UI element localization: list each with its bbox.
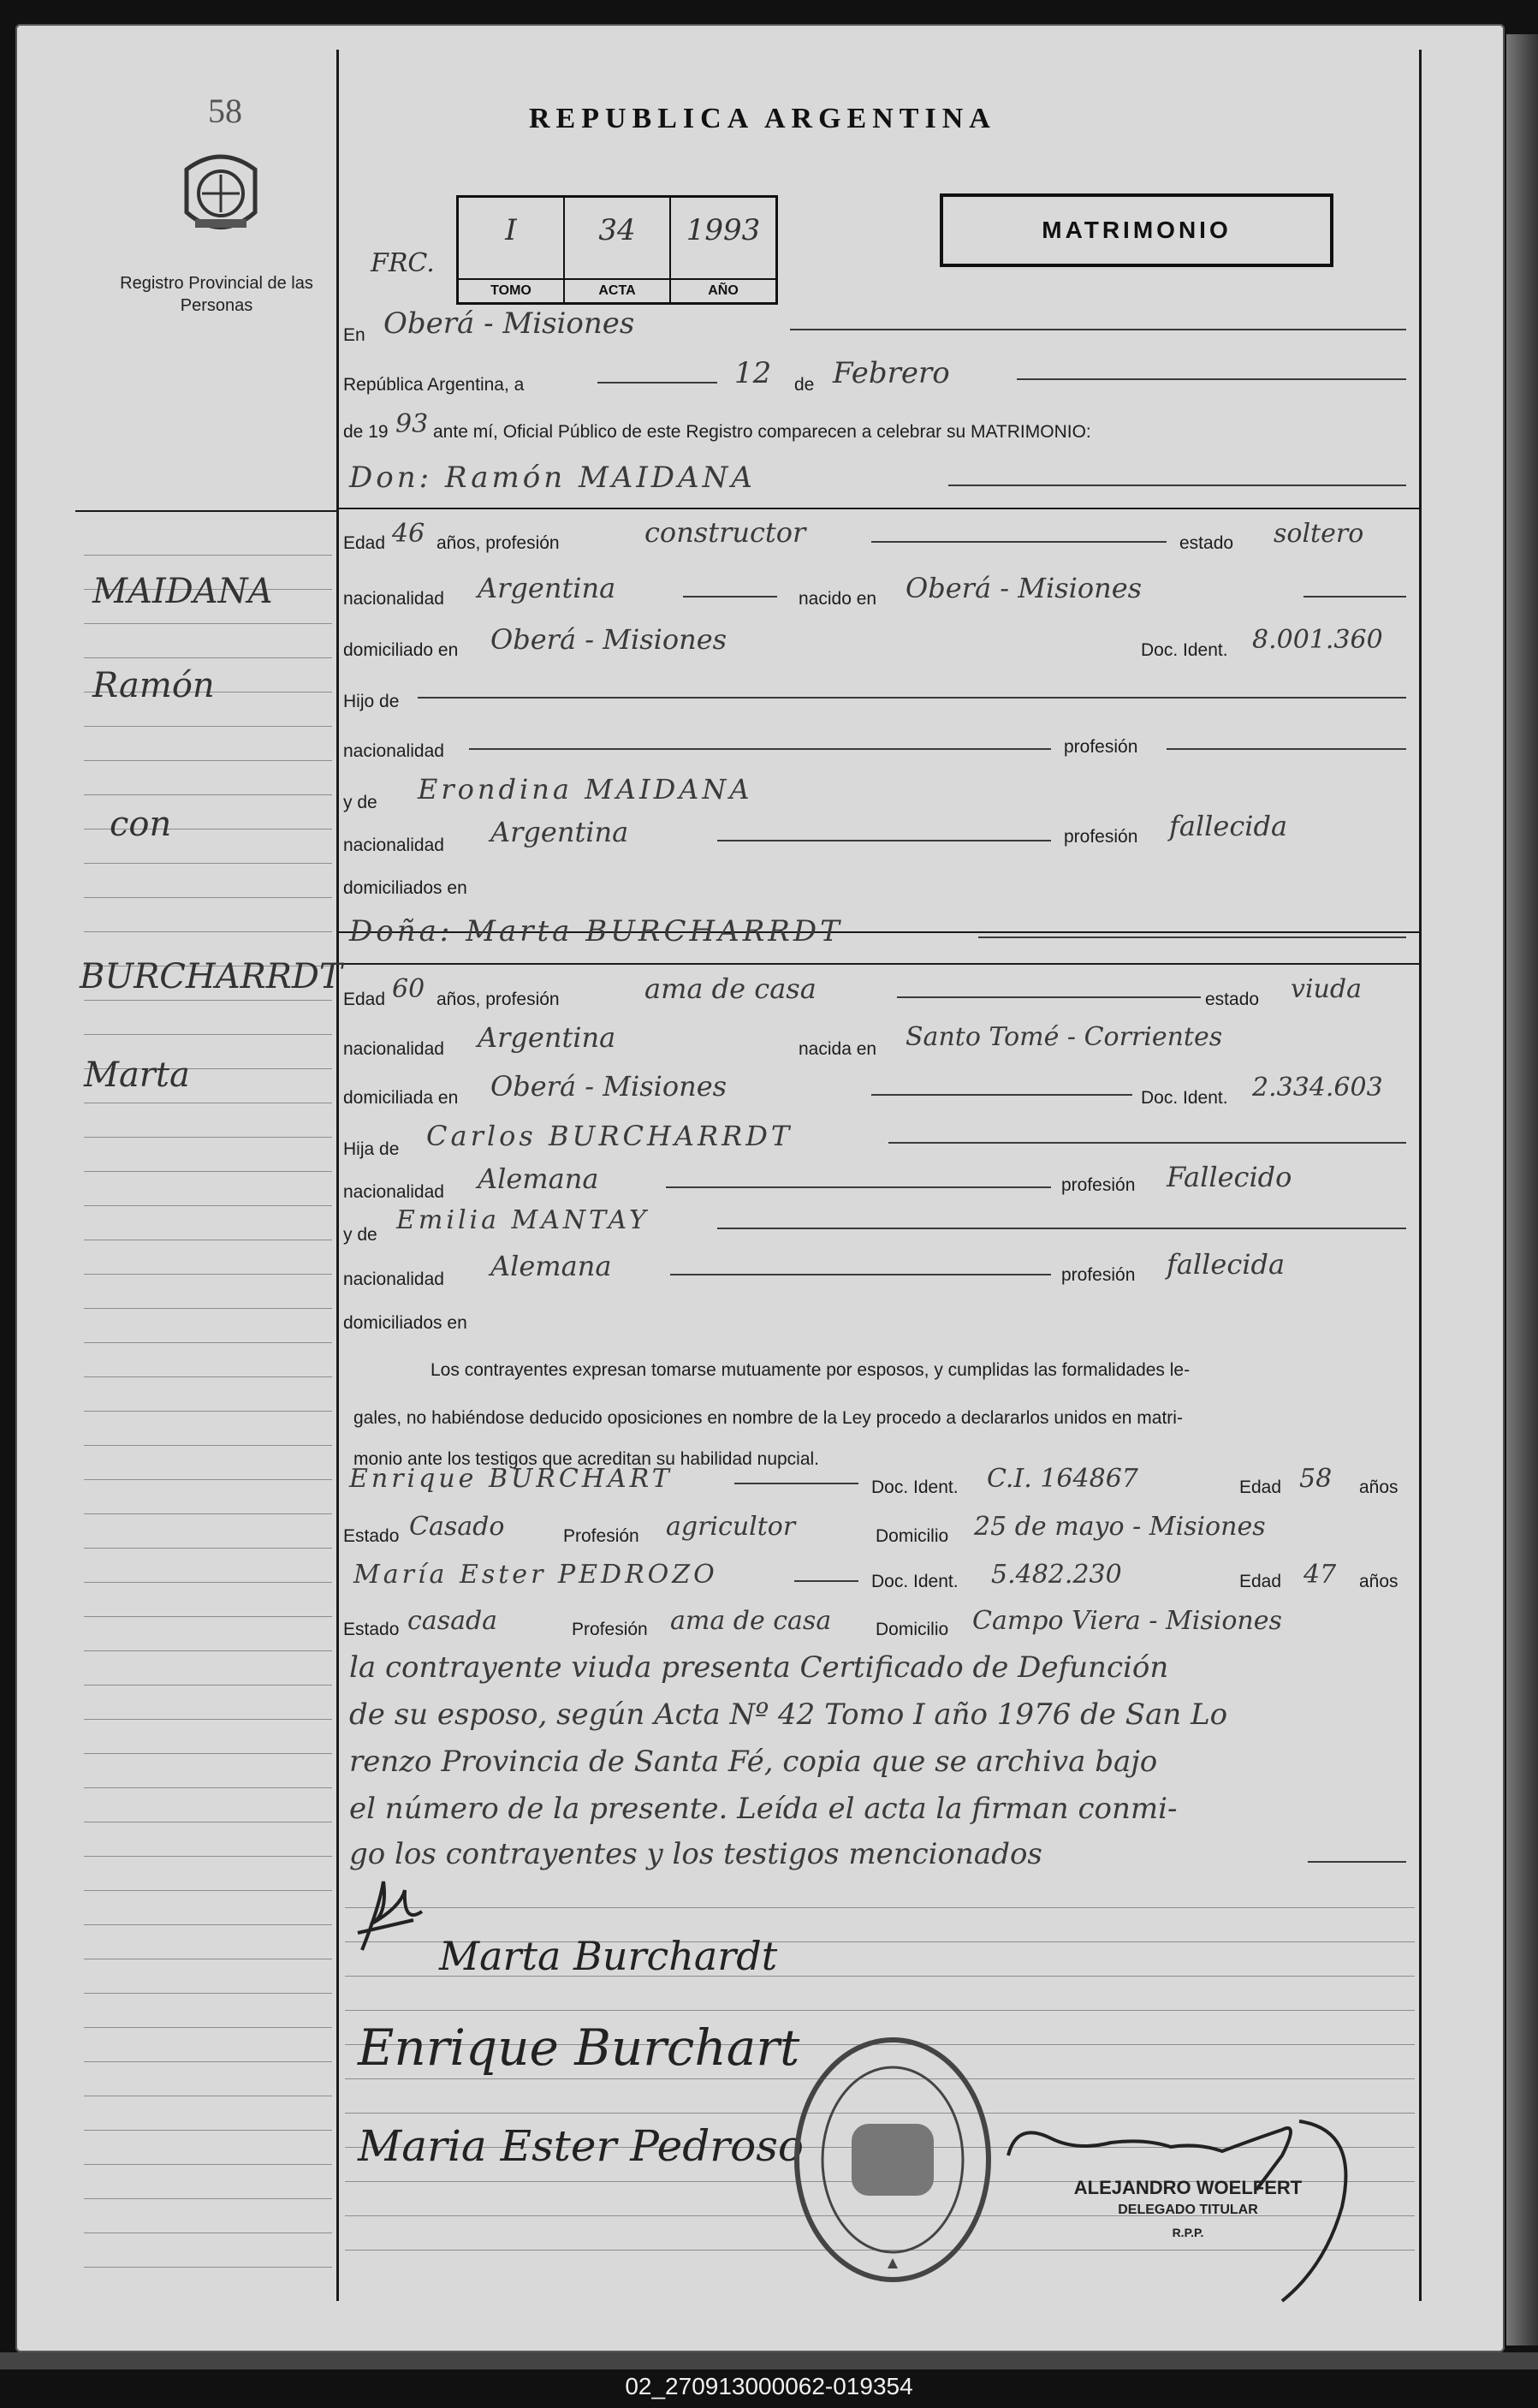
ella-anos-profesion-label: años, profesión [436, 990, 560, 1009]
el-estado-label: estado [1179, 533, 1234, 553]
registro-provincial-label: Registro Provincial de las Personas [120, 274, 313, 315]
ruled-line [84, 1479, 332, 1480]
el-madre-nac-value: Argentina [490, 816, 629, 848]
fill-dash [1303, 596, 1406, 598]
el-hijo-label: Hijo de [343, 692, 400, 711]
ruled-line [84, 897, 332, 898]
acta-value: 34 [598, 213, 636, 247]
el-estado-value: soltero [1274, 519, 1364, 549]
legal-text [353, 1347, 1423, 1483]
oficial-publico-block [1042, 2177, 1333, 2244]
ella-profesion-value: ama de casa [644, 972, 817, 1005]
el-madre-prof-label: profesión [1064, 827, 1138, 847]
fill-dash [666, 1186, 1051, 1188]
ruled-line [84, 1582, 332, 1583]
tomo-acta-ano-box [456, 195, 778, 305]
el-yde-label: y de [343, 793, 377, 812]
tomo-cell [459, 198, 565, 302]
ruled-line [84, 1411, 332, 1412]
el-madre-value: Erondina MAIDANA [418, 773, 753, 806]
en-label: En [343, 325, 365, 345]
ruled-line [84, 863, 332, 864]
el-doc-value: 8.001.360 [1252, 625, 1383, 655]
ruled-line [84, 1616, 332, 1617]
lugar-value: Oberá - Misiones [383, 306, 635, 341]
provincial-seal-icon [169, 144, 272, 247]
ruled-line [84, 726, 332, 727]
ella-madre-nac-label: nacionalidad [343, 1269, 444, 1289]
ruled-line [84, 1274, 332, 1275]
tomo-label: TOMO [459, 278, 563, 302]
firma-contrayente-ella: Marta Burchardt [439, 1933, 778, 1979]
nota-line-4: el número de la presente. Leída el acta la firman conmi- [349, 1792, 1178, 1826]
ruled-line [84, 931, 332, 932]
fill-dash [734, 1483, 858, 1484]
margin-nombre-el: Ramón [92, 666, 215, 705]
fill-dash [978, 936, 1406, 938]
ella-padre-nac-label: nacionalidad [343, 1182, 444, 1202]
ruled-line [84, 1034, 332, 1035]
matrimonio-box: MATRIMONIO [940, 193, 1333, 267]
testigo2-anos-label: años [1359, 1572, 1398, 1591]
el-doc-label: Doc. Ident. [1141, 640, 1228, 660]
legal-line-2: gales, no habiéndose deducido oposiciones en nombre de la Ley procedo a declararlos unidos en matri- [353, 1408, 1183, 1428]
testigo1-edad-label: Edad [1239, 1478, 1282, 1497]
el-profesion-value: constructor [644, 516, 806, 549]
ruled-line [84, 1000, 332, 1001]
ruled-line [84, 623, 332, 624]
ruled-line [84, 1342, 332, 1343]
margin-divider [336, 50, 339, 2301]
ruled-line [84, 1924, 332, 1925]
contrayente-el-nombre: Don: Ramón MAIDANA [349, 461, 756, 495]
testigo1-edad-value: 58 [1299, 1464, 1333, 1494]
fill-dash [717, 840, 1051, 841]
fill-dash [717, 1228, 1406, 1229]
fill-dash [683, 596, 777, 598]
ruled-line [345, 1907, 1415, 1908]
el-madre-prof-value: fallecida [1169, 810, 1288, 842]
el-padre-prof-label: profesión [1064, 737, 1138, 757]
testigo2-doc-value: 5.482.230 [991, 1560, 1122, 1590]
ella-doc-label: Doc. Ident. [1141, 1088, 1228, 1108]
ella-nacionalidad-value: Argentina [478, 1021, 616, 1054]
testigo2-domicilio-value: Campo Viera - Misiones [972, 1606, 1282, 1636]
testigo1-domicilio-value: 25 de mayo - Misiones [974, 1512, 1266, 1542]
anio-value: 93 [395, 409, 429, 439]
book-spine [1506, 34, 1538, 2346]
ano-value: 1993 [686, 213, 761, 247]
ella-hija-label: Hija de [343, 1139, 400, 1159]
ella-domiciliados-label: domiciliados en [343, 1313, 467, 1333]
ruled-line [84, 2130, 332, 2131]
official-stamp-icon [790, 2031, 995, 2288]
republica-a-label: República Argentina, a [343, 375, 525, 395]
mes-value: Febrero [833, 356, 950, 390]
testigo2-edad-label: Edad [1239, 1572, 1282, 1591]
ella-edad-value: 60 [392, 974, 425, 1004]
fill-dash [871, 1094, 1132, 1096]
margin-rule [75, 510, 338, 512]
ella-domicilio-value: Oberá - Misiones [490, 1070, 727, 1103]
ruled-line [84, 1513, 332, 1514]
testigo2-profesion-label: Profesión [572, 1620, 648, 1639]
margin-apellido-ella: BURCHARRDT [80, 957, 342, 996]
ella-estado-value: viuda [1291, 974, 1362, 1004]
de-label: de [794, 375, 815, 395]
ella-estado-label: estado [1205, 990, 1260, 1009]
republica-argentina-title: REPUBLICA ARGENTINA [529, 103, 996, 134]
testigo1-nombre: Enrique BURCHART [349, 1464, 673, 1494]
oficial-sigla: R.P.P. [1172, 2226, 1204, 2239]
ella-padre-prof-value: Fallecido [1167, 1161, 1292, 1193]
acta-cell [565, 198, 671, 302]
ruled-line [84, 760, 332, 761]
image-id-caption: 02_270913000062-019354 [625, 2373, 913, 2399]
ruled-line [84, 1171, 332, 1172]
firma-testigo-1: Enrique Burchart [358, 2019, 800, 2077]
testigo1-doc-value: C.I. 164867 [987, 1464, 1138, 1494]
ella-edad-label: Edad [343, 990, 386, 1009]
dia-value: 12 [734, 356, 772, 390]
ruled-line [84, 555, 332, 556]
ruled-line [84, 1308, 332, 1309]
ruled-line [84, 2061, 332, 2062]
fill-dash [790, 329, 1406, 330]
ano-label: AÑO [671, 278, 775, 302]
el-padre-nac-label: nacionalidad [343, 741, 444, 761]
folio-number: 58 [208, 92, 242, 130]
margin-con: con [110, 805, 172, 844]
fill-dash [1308, 1861, 1406, 1863]
ella-nacida-value: Santo Tomé - Corrientes [906, 1022, 1223, 1052]
ruled-line [84, 1137, 332, 1138]
nota-line-1: la contrayente viuda presenta Certificado de Defunción [349, 1650, 1169, 1685]
ruled-line [84, 1787, 332, 1788]
ella-nacionalidad-label: nacionalidad [343, 1039, 444, 1059]
fill-dash [1167, 748, 1406, 750]
ruled-line [84, 1993, 332, 1994]
ruled-line [84, 1548, 332, 1549]
section-rule-3 [336, 963, 1419, 965]
oficial-cargo: DELEGADO TITULAR [1118, 2203, 1258, 2217]
ella-doc-value: 2.334.603 [1252, 1073, 1383, 1103]
ella-madre-prof-label: profesión [1061, 1265, 1136, 1285]
ella-madre-value: Emilia MANTAY [396, 1205, 650, 1235]
el-domiciliados-label: domiciliados en [343, 878, 467, 898]
fill-dash [948, 485, 1406, 486]
ella-nacida-label: nacida en [799, 1039, 877, 1059]
fill-dash [670, 1274, 1051, 1275]
el-domiciliado-label: domiciliado en [343, 640, 459, 660]
el-nacido-value: Oberá - Misiones [906, 572, 1143, 604]
nota-line-5: go los contrayentes y los testigos mencionados [349, 1837, 1042, 1871]
contrayente-ella-nombre: Doña: Marta BURCHARRDT [349, 914, 843, 948]
testigo1-estado-value: Casado [409, 1512, 505, 1542]
ruled-line [84, 1753, 332, 1754]
el-madre-nac-label: nacionalidad [343, 835, 444, 855]
testigo1-domicilio-label: Domicilio [876, 1526, 949, 1546]
testigo2-doc-label: Doc. Ident. [871, 1572, 959, 1591]
testigo2-profesion-value: ama de casa [670, 1606, 832, 1636]
nota-line-3: renzo Provincia de Santa Fé, copia que se archiva bajo [349, 1745, 1158, 1779]
de19-label: de 19 [343, 422, 389, 442]
fill-dash [597, 382, 717, 383]
margin-apellido-el: MAIDANA [92, 572, 273, 611]
register-page [15, 24, 1505, 2352]
bottom-edge [0, 2352, 1538, 2369]
testigo1-profesion-value: agricultor [666, 1512, 796, 1542]
el-edad-label: Edad [343, 533, 386, 553]
testigo1-doc-label: Doc. Ident. [871, 1478, 959, 1497]
legal-line-3: monio ante los testigos que acreditan su habilidad nupcial. [353, 1449, 820, 1469]
ruled-line [84, 1445, 332, 1446]
el-nacionalidad-value: Argentina [478, 572, 616, 604]
fill-dash [888, 1142, 1406, 1144]
firma-testigo-2: Maria Ester Pedroso [358, 2121, 804, 2171]
ella-madre-prof-value: fallecida [1167, 1248, 1286, 1281]
fill-dash [469, 748, 1051, 750]
ruled-line [84, 2027, 332, 2028]
fill-dash [794, 1580, 858, 1582]
section-rule-1 [336, 508, 1419, 509]
oficial-nombre: ALEJANDRO WOELFERT [1073, 2177, 1303, 2198]
legal-line-1: Los contrayentes expresan tomarse mutuamente por esposos, y cumplidas las formalidades le- [431, 1360, 1191, 1380]
testigo1-estado-label: Estado [343, 1526, 400, 1546]
ella-padre-prof-label: profesión [1061, 1175, 1136, 1195]
testigo2-nombre: María Ester PEDROZO [353, 1560, 718, 1590]
right-border [1419, 50, 1422, 2301]
ruled-line [84, 2198, 332, 2199]
testigo2-edad-value: 47 [1303, 1560, 1337, 1590]
ella-padre-value: Carlos BURCHARRDT [426, 1120, 793, 1152]
ruled-line [84, 1719, 332, 1720]
ruled-line [84, 657, 332, 658]
ruled-line [84, 1650, 332, 1651]
margin-nombre-ella: Marta [84, 1055, 190, 1095]
ruled-line [84, 2164, 332, 2165]
ella-yde-label: y de [343, 1225, 377, 1245]
ella-padre-nac-value: Alemana [478, 1162, 599, 1195]
el-nacido-label: nacido en [799, 589, 877, 609]
nota-line-2: de su esposo, según Acta Nº 42 Tomo I año 1976 de San Lo [349, 1697, 1228, 1732]
ruled-line [84, 1856, 332, 1857]
fill-dash [418, 697, 1406, 699]
testigo1-anos-label: años [1359, 1478, 1398, 1497]
ella-domiciliada-label: domiciliada en [343, 1088, 459, 1108]
ano-cell [671, 198, 775, 302]
ante-mi-text: ante mí, Oficial Público de este Registro comparecen a celebrar su MATRIMONIO: [433, 422, 1091, 442]
testigo2-domicilio-label: Domicilio [876, 1620, 949, 1639]
ruled-line [84, 1376, 332, 1377]
ruled-line [345, 2010, 1415, 2011]
frc-mark: FRC. [371, 248, 435, 278]
ruled-line [84, 2267, 332, 2268]
el-nacionalidad-label: nacionalidad [343, 589, 444, 609]
tomo-value: I [505, 213, 517, 247]
ruled-line [84, 1685, 332, 1686]
testigo2-estado-label: Estado [343, 1620, 400, 1639]
ruled-line [84, 794, 332, 795]
el-anos-profesion-label: años, profesión [436, 533, 560, 553]
fill-dash [1017, 378, 1406, 380]
ella-madre-nac-value: Alemana [490, 1250, 612, 1282]
testigo2-estado-value: casada [407, 1606, 498, 1636]
acta-label: ACTA [565, 278, 669, 302]
ruled-line [84, 1890, 332, 1891]
testigo1-profesion-label: Profesión [563, 1526, 639, 1546]
fill-dash [871, 541, 1167, 543]
ruled-line [84, 1205, 332, 1206]
contrayente-el-signature-icon [353, 1873, 431, 1959]
fill-dash [897, 996, 1201, 998]
el-domicilio-value: Oberá - Misiones [490, 623, 727, 656]
el-edad-value: 46 [392, 519, 425, 549]
